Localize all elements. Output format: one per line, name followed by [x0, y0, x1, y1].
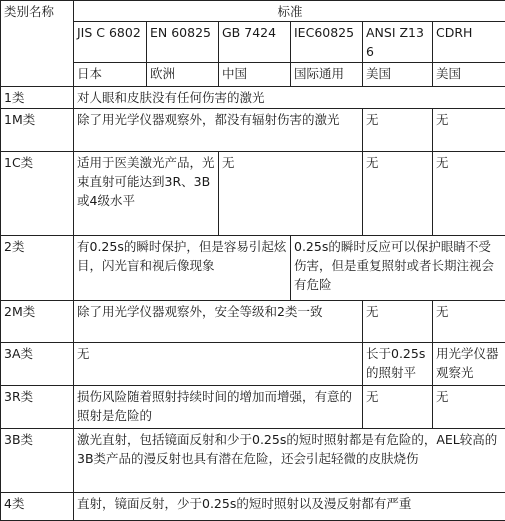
standard-header: 标准 — [74, 1, 505, 22]
class-label: 3R类 — [1, 386, 74, 429]
region-europe: 欧洲 — [147, 63, 219, 87]
standard-ansi: ANSI Z136 — [363, 22, 433, 63]
row-class-3a — [1, 343, 505, 386]
class-description: 直射，镜面反射，少于0.25s的短时照射以及漫反射都有严重 — [74, 493, 505, 521]
region-usa-ansi: 美国 — [363, 63, 433, 87]
class-description: 除了用光学仪器观察外，安全等级和2类一致 — [74, 301, 363, 343]
header-row — [1, 1, 505, 22]
standard-jis: JIS C 6802 — [74, 22, 147, 63]
cdrh-value: 用光学仪器观察光 — [433, 343, 505, 386]
gb-value: 无 — [219, 152, 363, 236]
row-class-2 — [1, 236, 505, 301]
region-international: 国际通用 — [291, 63, 363, 87]
class-description-right: 0.25s的瞬时反应可以保护眼睛不受伤害，但是重复照射或者长期注视会有危险 — [291, 236, 505, 301]
category-header: 类别名称 — [1, 1, 74, 87]
row-class-1c — [1, 152, 505, 236]
row-class-4 — [1, 493, 505, 521]
class-label: 1M类 — [1, 109, 74, 152]
class-description-left: 有0.25s的瞬时保护，但是容易引起炫目，闪光盲和视后像现象 — [74, 236, 291, 301]
class-label: 1类 — [1, 87, 74, 109]
ansi-value: 无 — [363, 109, 433, 152]
region-usa-cdrh: 美国 — [433, 63, 505, 87]
row-class-3r — [1, 386, 505, 429]
regions-row — [1, 63, 505, 87]
class-label: 3B类 — [1, 429, 74, 493]
standard-en: EN 60825 — [147, 22, 219, 63]
ansi-value: 无 — [363, 386, 433, 429]
ansi-value: 无 — [363, 152, 433, 236]
class-description: 适用于医美激光产品，光束直射可能达到3R、3B或4级水平 — [74, 152, 219, 236]
standard-cdrh: CDRH — [433, 22, 505, 63]
cdrh-value: 无 — [433, 152, 505, 236]
cdrh-value: 无 — [433, 386, 505, 429]
cdrh-value: 无 — [433, 301, 505, 343]
ansi-value: 无 — [363, 301, 433, 343]
row-class-2m — [1, 301, 505, 343]
row-class-1 — [1, 87, 505, 109]
class-label: 1C类 — [1, 152, 74, 236]
class-label: 4类 — [1, 493, 74, 521]
class-label: 2M类 — [1, 301, 74, 343]
class-description: 损伤风险随着照射持续时间的增加而增强，有意的照射是危险的 — [74, 386, 363, 429]
class-label: 3A类 — [1, 343, 74, 386]
class-label: 2类 — [1, 236, 74, 301]
class-description: 对人眼和皮肤没有任何伤害的激光 — [74, 87, 505, 109]
region-china: 中国 — [219, 63, 291, 87]
standard-gb: GB 7424 — [219, 22, 291, 63]
cdrh-value: 无 — [433, 109, 505, 152]
class-description: 除了用光学仪器观察外，都没有辐射伤害的激光 — [74, 109, 363, 152]
region-japan: 日本 — [74, 63, 147, 87]
standards-row — [1, 22, 505, 63]
row-class-3b — [1, 429, 505, 493]
row-class-1m — [1, 109, 505, 152]
ansi-value: 长于0.25s的照射平 — [363, 343, 433, 386]
standard-iec: IEC60825 — [291, 22, 363, 63]
class-description: 激光直射，包括镜面反射和少于0.25s的短时照射都是有危险的，AEL较高的3B类产品的漫反射也具有潜在危险，还会引起轻微的皮肤烧伤 — [74, 429, 505, 493]
class-description: 无 — [74, 343, 363, 386]
